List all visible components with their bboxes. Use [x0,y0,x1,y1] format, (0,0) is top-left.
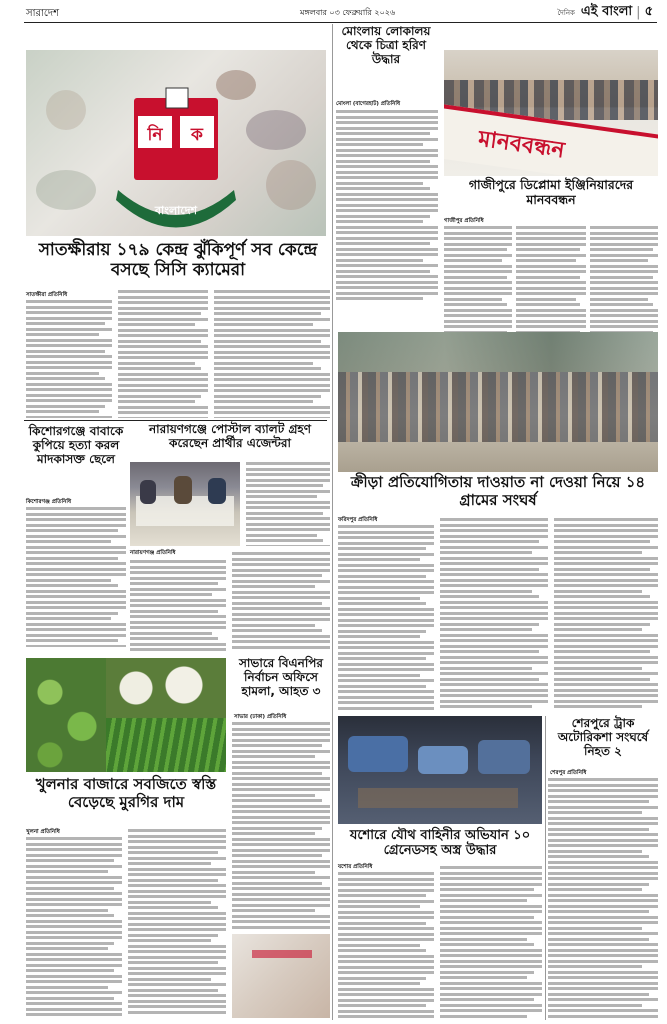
sherpur-body [548,778,658,1018]
narayanganj-caption: নারায়ণগঞ্জ প্রতিনিধি [130,550,176,556]
narayanganj-body-1 [246,462,330,546]
khulna-byline: খুলনা প্রতিনিধি [26,829,60,835]
deer-byline: মোংলা (বাগেরহাট) প্রতিনিধি [336,101,401,107]
satkhira-headline: সাতক্ষীরায় ১৭৯ কেন্দ্র ঝুঁকিপূর্ণ সব কেন্দ্রে বসছে সিসি ক্যামেরা [38,240,318,281]
sports-body-2 [440,518,548,712]
gazipur-body-1 [444,226,512,332]
logo-tile-left: নি [147,125,163,145]
savar-body [232,722,330,932]
savar-byline: সাভার (ঢাকা) প্রতিনিধি [234,714,287,720]
logo-banner: বাংলাদেশ [154,204,198,217]
capsicum-pile [26,658,106,772]
section-label: সারাদেশ [26,8,60,19]
vegetable-photo [26,658,226,772]
jashore-headline: যশোরে যৌথ বাহিনীর অভিযান ১০ গ্রেনেডসহ অস্ত্র উদ্ধার [349,828,531,859]
jashore-byline: যশোর প্রতিনিধি [338,864,373,870]
gazipur-body-2 [516,226,586,332]
clash-photo [338,332,658,472]
savar-headline: সাভারে বিএনপির নির্বাচন অফিসে হামলা, আহত ৩ [238,656,323,699]
narayanganj-photo [130,462,240,546]
agent-figure [174,476,192,504]
brand-name: এই বাংলা [580,4,633,19]
satkhira-byline: সাতক্ষীরা প্রতিনিধি [26,292,68,298]
protest-banner-text: মানববন্ধন [476,126,567,164]
election-photo [26,50,326,236]
seized-bag [348,736,408,772]
seized-items [358,788,518,808]
gazipur-body-3 [590,226,658,332]
sports-body-1 [338,525,434,711]
seized-bag [418,746,468,774]
narayanganj-headline: নারায়ণগঞ্জে পোস্টাল ব্যালট গ্রহণ করেছেন প্রার্থীর এজেন্টরা [149,422,311,451]
jashore-body-1 [338,872,434,1018]
deer-headline: মোংলায় লোকালয় থেকে চিত্রা হরিণ উদ্ধার [341,24,431,67]
khulna-body-1 [26,837,122,1017]
agent-figure [208,478,226,504]
satkhira-body-3 [214,290,330,418]
cauliflower-pile [106,658,226,718]
clash-trees [338,332,658,372]
khulna-headline: খুলনার বাজারে সবজিতে স্বস্তি বেড়েছে মুরগির দাম [35,775,217,811]
brand-small: দৈনিক [557,8,575,17]
column-rule [545,716,546,1020]
sherpur-headline: শেরপুরে ট্রাক অটোরিকশা সংঘর্ষে নিহত ২ [557,716,649,759]
issue-date: মঙ্গলবার ০৩ ফেব্রুয়ারি ২০২৬ [300,8,396,17]
seized-bag [478,740,530,774]
sports-byline: ফরিদপুর প্রতিনিধি [338,517,378,523]
agent-figure [140,480,156,504]
kishoreganj-body [26,507,126,647]
kishoreganj-headline: কিশোরগঞ্জে বাবাকে কুপিয়ে হত্যা করল মাদকাসক্ত ছেলে [28,424,124,467]
narayanganj-body-3 [232,552,330,652]
header-rule [24,22,657,23]
logo-tile-right: ক [191,125,203,145]
khulna-body-2 [128,829,226,1017]
greens-pile [106,718,226,772]
clash-crowd [338,372,658,442]
narayanganj-body-2 [130,560,226,652]
sherpur-byline: শেরপুর প্রতিনিধি [550,770,587,776]
jashore-body-2 [440,866,542,1018]
sports-body-3 [554,518,658,712]
office-sign [252,950,312,958]
rule-satkhira [24,420,327,421]
deer-body [336,110,438,302]
protest-photo [444,50,658,176]
sports-headline: ক্রীড়া প্রতিযোগিতায় দাওয়াত না দেওয়া নিয়ে ১৪ গ্রামের সংঘর্ষ [350,473,646,509]
column-rule [332,24,333,1020]
satkhira-body-2 [118,290,208,418]
gazipur-byline: গাজীপুর প্রতিনিধি [444,218,484,224]
satkhira-body-1 [26,300,112,418]
weapons-photo [338,716,542,824]
savar-photo [232,934,330,1018]
kishoreganj-byline: কিশোরগঞ্জ প্রতিনিধি [26,499,72,505]
page-number: ৫ [644,4,653,19]
gazipur-headline: গাজীপুরে ডিপ্লোমা ইঞ্জিনিয়ারদের মানববন্ধন [468,177,634,207]
masthead: দৈনিক এই বাংলা | ৫ [557,2,653,23]
